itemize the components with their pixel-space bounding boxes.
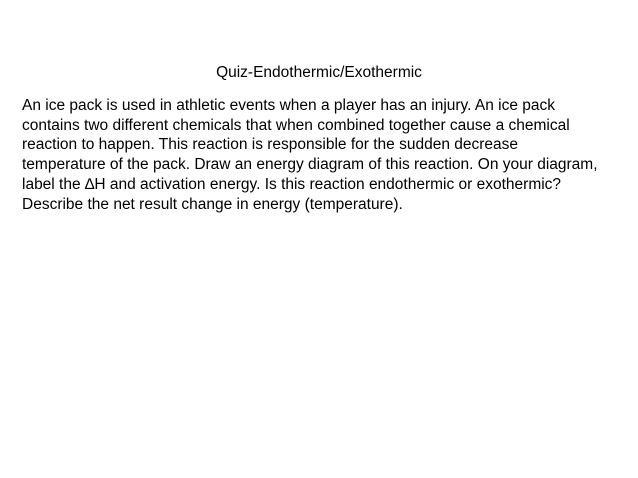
question-line-4: temperature of the pack. Draw an energy diagram of this reaction. On your diagram,	[22, 156, 598, 174]
page-title: Quiz-Endothermic/Exothermic	[216, 64, 422, 81]
question-line-6: Describe the net result change in energy (temperature).	[22, 195, 403, 213]
question-line-5: label the ∆H and activation energy. Is this reaction endothermic or exothermic?	[22, 175, 562, 193]
question-line-3: reaction to happen. This reaction is responsible for the sudden decrease	[22, 136, 519, 154]
question-text	[22, 96, 632, 214]
question-line-2: contains two different chemicals that when combined together cause a chemical	[22, 116, 570, 134]
question-line-1: An ice pack is used in athletic events when a player has an injury. An ice pack	[22, 97, 556, 114]
